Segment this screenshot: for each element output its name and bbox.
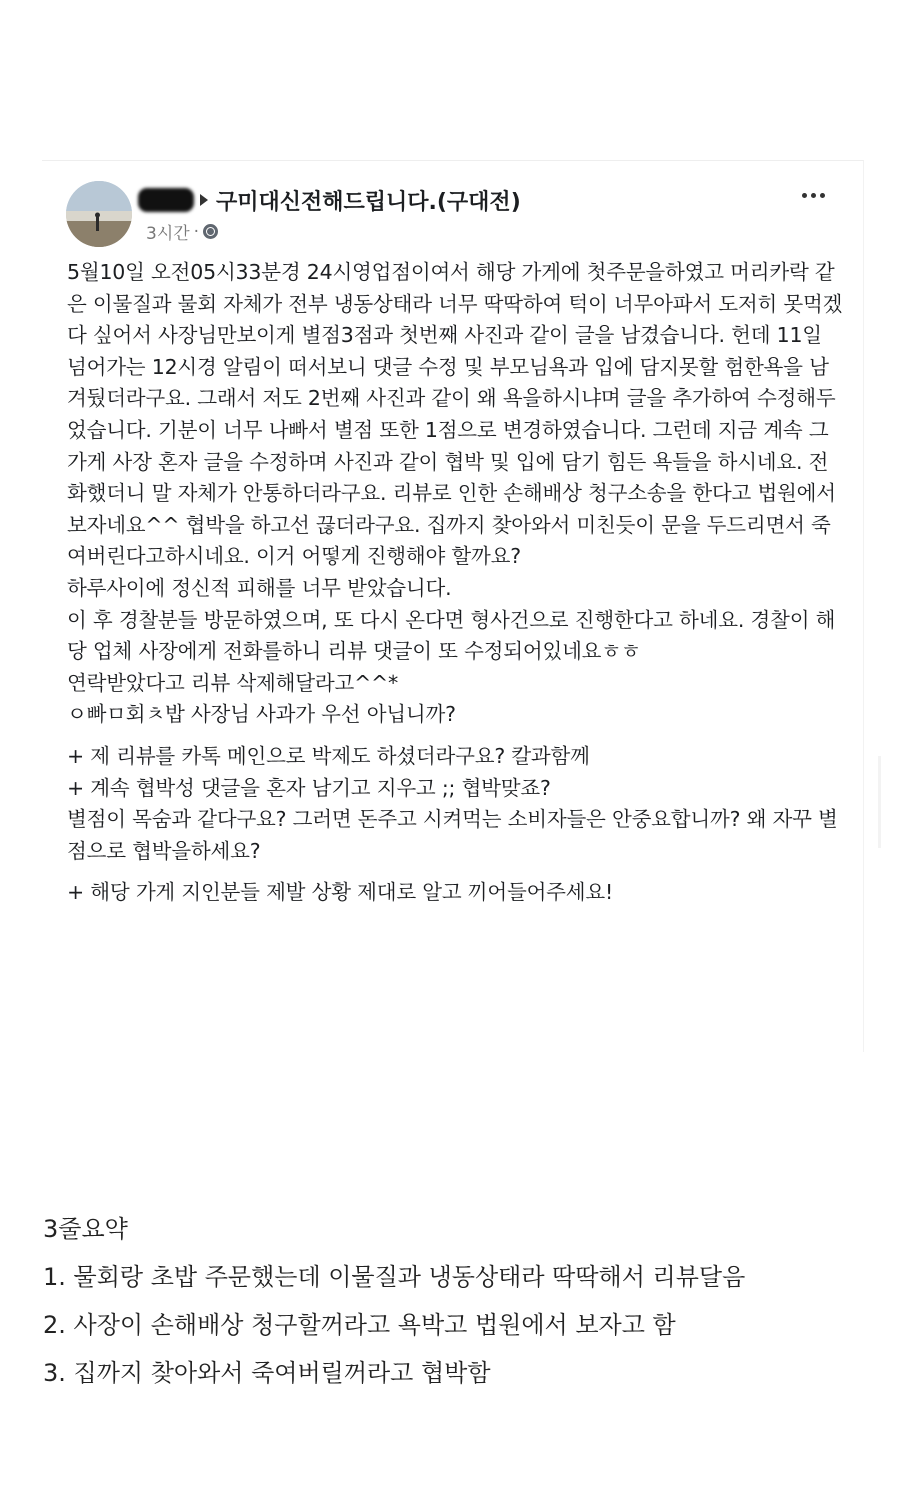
post-paragraph: 연락받았다고 리뷰 삭제해달라고^^* bbox=[67, 670, 399, 695]
post-header bbox=[138, 185, 521, 215]
post-paragraph: 이 후 경찰분들 방문하였으며, 또 다시 온다면 형사건으로 진행한다고 하네요. 경찰이 해당 업체 사장에게 전화를하니 리뷰 댓글이 또 수정되어있네요ㅎㅎ bbox=[67, 607, 836, 664]
censored-author-name[interactable] bbox=[138, 188, 194, 212]
avatar-image bbox=[66, 181, 132, 247]
right-arrow-icon bbox=[200, 194, 208, 206]
post-meta bbox=[146, 219, 218, 244]
post-card bbox=[42, 160, 864, 1052]
summary-title: 3줄요약 bbox=[43, 1215, 128, 1243]
globe-icon bbox=[203, 224, 218, 239]
post-paragraph: 하루사이에 정신적 피해를 너무 받았습니다. bbox=[67, 575, 452, 600]
summary-item: 3. 집까지 찾아와서 죽여버릴꺼라고 협박함 bbox=[43, 1359, 491, 1387]
more-options-icon[interactable] bbox=[802, 193, 825, 198]
edge-divider bbox=[878, 756, 881, 848]
post-paragraph: + 제 리뷰를 카톡 메인으로 박제도 하셨더라구요? 칼과함께 bbox=[67, 743, 590, 768]
post-paragraph: ㅇ빠ㅁ회ㅊ밥 사장님 사과가 우선 아닙니까? bbox=[67, 702, 456, 727]
summary-section bbox=[43, 1212, 873, 1404]
group-name[interactable]: 구미대신전해드립니다.(구대전) bbox=[216, 189, 521, 215]
post-paragraph: + 계속 협박성 댓글을 혼자 남기고 지우고 ;; 협박맞죠? bbox=[67, 775, 551, 800]
post-paragraph: 별점이 목숨과 같다구요? 그러면 돈주고 시켜먹는 소비자들은 안중요합니까? 왜 자꾸 별점으로 협박을하세요? bbox=[67, 807, 838, 863]
post-paragraph: 5월10일 오전05시33분경 24시영업점이여서 해당 가게에 첫주문을하였고 머리카락 같은 이물질과 물회 자체가 전부 냉동상태라 너무 딱딱하여 턱이 너무아파서 도저히 못먹겠다 싶어서 사장님만보이게 별점3점과 첫번째 사진과 같이 글을 남겼습니다. 헌데 11일 넘어가는 12시경 알림이 떠서보니 댓글 수정 및 부모님욕과 입에 담지못할 험한욕을 남겨뒀더라구요. 그래서 저도 2번째 사진과 같이 왜 욕을하시냐며 글을 추가하여 수정해두었습니다. 기분이 너무 나빠서 별점 또한 1점으로 변경하였습니다. 그런데 지금 계속 그 가게 사장 혼자 글을 수정하며 사진과 같이 협박 및 입에 담기 힘든 욕들을 하시네요. 전화했더니 말 자체가 안통하더라구요. 리뷰로 인한 손해배상 청구소송을 한다고 법원에서 보자네요^^ 협박을 하고선 끊더라구요. 집까지 찾아와서 미친듯이 문을 두드리면서 죽여버린다고하시네요. 이거 어떻게 진행해야 할까요? bbox=[67, 260, 843, 569]
post-paragraph: + 해당 가게 지인분들 제발 상황 제대로 알고 끼어들어주세요! bbox=[67, 880, 613, 905]
post-body bbox=[67, 257, 847, 909]
summary-item: 2. 사장이 손해배상 청구할꺼라고 욕박고 법원에서 보자고 함 bbox=[43, 1311, 676, 1339]
profile-avatar[interactable] bbox=[66, 181, 132, 247]
meta-separator: · bbox=[193, 221, 200, 242]
post-time[interactable]: 3시간 bbox=[146, 224, 190, 244]
summary-item: 1. 물회랑 초밥 주문했는데 이물질과 냉동상태라 딱딱해서 리뷰달음 bbox=[43, 1263, 746, 1291]
